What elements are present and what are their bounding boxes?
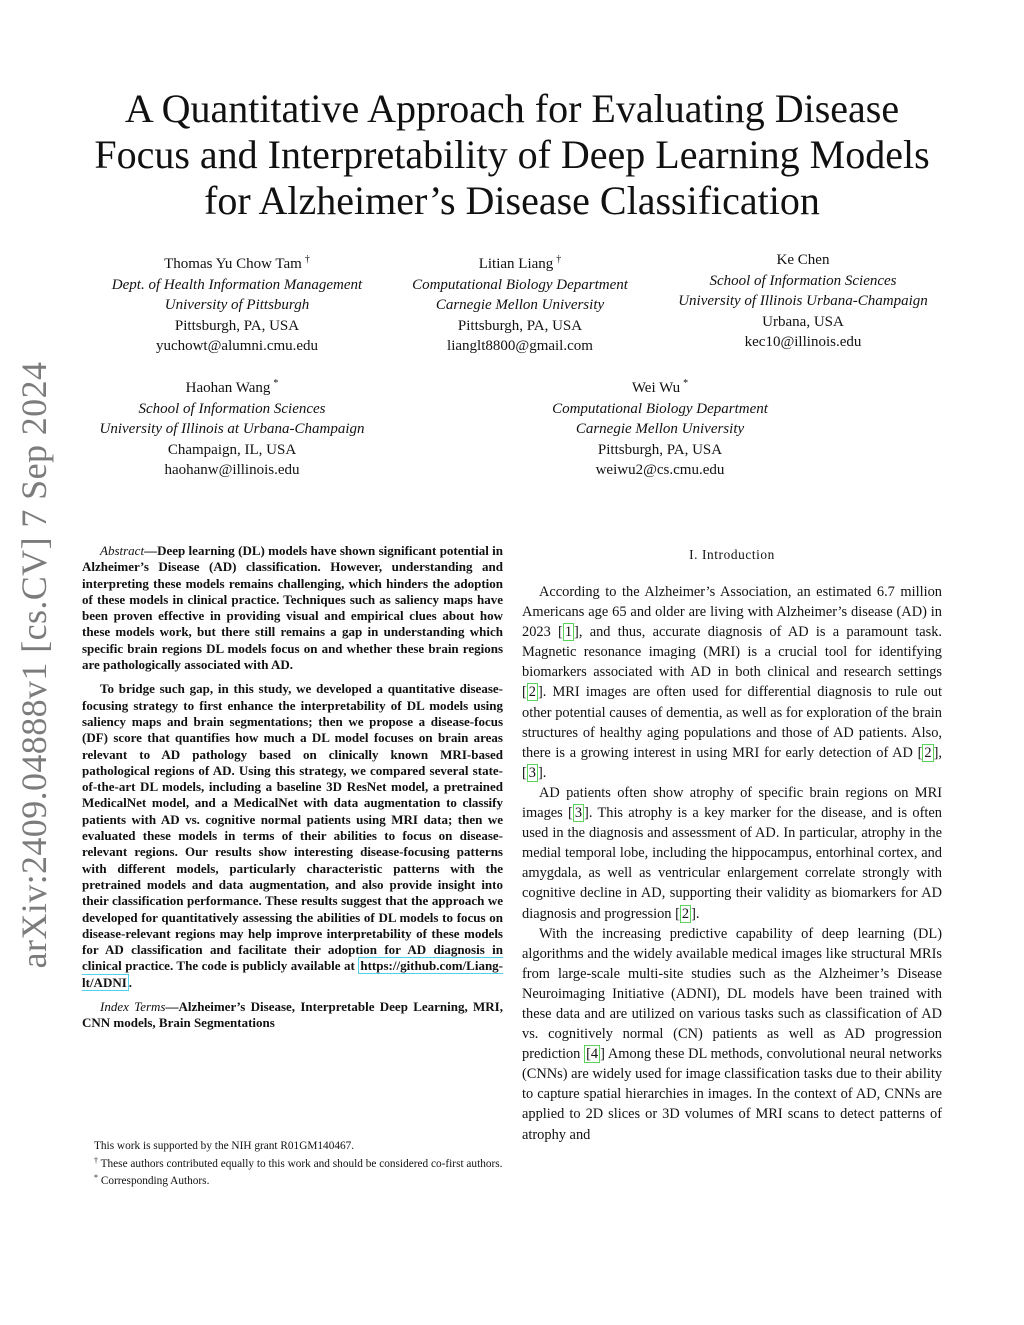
citation-link[interactable]: 2 [924, 744, 932, 761]
author-email: yuchowt@alumni.cmu.edu [155, 338, 319, 354]
author-email: haohanw@illinois.edu [164, 462, 300, 478]
abstract-paragraph: Abstract—Deep learning (DL) models have shown significant potential in Alzheimer’s Disease (AD) classification. However, understanding and interpreting these models remains challenging, which hinders the adoption of these models in clinical practice. Techniques such as saliency maps have been proven effective in providing visual and empirical clues about how these models work, but there still remains a gap in understanding which specific brain regions DL models focus on and whether these brain regions are pathologically associated with AD. [82, 543, 503, 673]
citation-link[interactable]: 1 [564, 624, 573, 641]
title-line: Focus and Interpretability of Deep Learning Models [94, 132, 930, 177]
intro-paragraph: According to the Alzheimer’s Association, an estimated 6.7 million Americans age 65 and older are living with Alzheimer’s disease (AD) in 2023 [ 1 ], and thus, accurate diagnosis of AD is a paramount task. Magnetic resonance imaging (MRI) is a crucial tool for identifying biomarkers associated with AD in both clinical and research settings [ 2 ]. MRI images are often used for differential diagnosis to rule out other potential causes of dementia, as well as for exploration of the brain structures of healthy aging populations and those of AD patients. Also, there is a growing interest in using MRI for early detection of AD [ 2 ], [ 3 ]. [522, 584, 942, 781]
citation-link[interactable]: 2 [528, 684, 536, 701]
intro-paragraph: AD patients often show atrophy of specific brain regions on MRI images [ 3 ]. This atrophy is a key marker for the disease, and is often used in the diagnosis and assessment of AD. In particular, atrophy in the medial temporal lobe, including the hippocampus, entorhinal cortex, and amygdala, as well as ventricular enlargement correlate strongly with cognitive decline in AD, supporting their validity as biomarkers for AD diagnosis and progression [ 2 ]. [522, 784, 942, 922]
title-line: for Alzheimer’s Disease Classification [204, 178, 820, 223]
citation-link[interactable]: 3 [574, 805, 583, 822]
author-institution: University of Illinois Urbana-Champaign [678, 293, 928, 309]
title-line: A Quantitative Approach for Evaluating Disease [124, 86, 900, 131]
author-email: weiwu2@cs.cmu.edu [595, 462, 725, 478]
author-department: School of Information Sciences [709, 272, 897, 289]
footnotes [82, 1139, 503, 1189]
author-department: Computational Biology Department [412, 276, 628, 293]
author-location: Champaign, IL, USA [167, 441, 297, 458]
author-name: Litian Liang † [478, 254, 562, 272]
github-link[interactable]: https://github.com/Liang-lt/ADNI [82, 958, 504, 990]
arxiv-side-stamp [6, 361, 62, 969]
index-terms-label: Index Terms [100, 999, 166, 1015]
citation-link[interactable]: [4 [586, 1046, 599, 1063]
intro-paragraph: With the increasing predictive capability of deep learning (DL) algorithms and the widely available medical images like structural MRIs from large-scale multi-site studies such as the Alzheimer’s Disease Neuroimaging Initiative (ADNI), DL models have been trained with these data and are utilized on various tasks such as classification of AD vs. cognitively normal (CN) patients as well as AD progression prediction [4 ] Among these DL methods, convolutional neural networks (CNNs) are widely used for image classification tasks due to their ability to capture spatial hierarchies in images. In the context of AD, CNNs are applied to 2D slices or 3D volumes of MRI scans to detect patterns of atrophy and [522, 925, 943, 1143]
author-block [380, 250, 660, 357]
citation-link[interactable]: 2 [681, 905, 690, 922]
author-institution: University of Pittsburgh [164, 297, 310, 313]
abstract-label: Abstract [100, 543, 145, 558]
author-block [72, 374, 392, 481]
author-department: Computational Biology Department [552, 400, 768, 417]
author-institution: Carnegie Mellon University [435, 297, 605, 313]
paper-title [60, 86, 964, 224]
index-terms: Index Terms—Alzheimer’s Disease, Interpretable Deep Learning, MRI, CNN models, Brain Segmentations [82, 999, 503, 1031]
author-name: Haohan Wang * [185, 378, 279, 396]
author-block [82, 250, 392, 357]
author-email: kec10@illinois.edu [744, 334, 862, 350]
footnote-corresponding: * Corresponding Authors. [94, 1173, 210, 1188]
author-location: Pittsburgh, PA, USA [457, 317, 583, 334]
author-department: Dept. of Health Information Management [111, 276, 363, 293]
author-name: Wei Wu * [631, 378, 689, 396]
author-block [510, 374, 810, 481]
author-institution: University of Illinois at Urbana-Champaign [99, 421, 365, 437]
author-block [648, 250, 958, 353]
citation-link[interactable]: 3 [528, 764, 536, 781]
author-location: Pittsburgh, PA, USA [597, 441, 723, 458]
section-heading: I. Introduction [689, 547, 775, 562]
footnote-co-first: † These authors contributed equally to this work and should be considered co-first authors. [94, 1155, 503, 1170]
arxiv-identifier: arXiv:2409.04888v1 [cs.CV] 7 Sep 2024 [14, 361, 54, 969]
abstract-section [82, 543, 503, 1032]
author-institution: Carnegie Mellon University [575, 421, 745, 437]
introduction-section [522, 545, 942, 1145]
author-location: Pittsburgh, PA, USA [174, 317, 300, 334]
author-name: Thomas Yu Chow Tam † [164, 254, 310, 272]
author-location: Urbana, USA [762, 313, 844, 330]
author-name: Ke Chen [776, 252, 830, 268]
author-email: lianglt8800@gmail.com [447, 338, 593, 354]
abstract-paragraph: To bridge such gap, in this study, we developed a quantitative disease-focusing strategy to first enhance the interpretability of DL models using saliency maps and brain segmentations; then we propose a disease-focus (DF) score that quantifies how much a DL model focuses on brain areas relevant to AD pathology based on clinically known MRI-based pathological regions of AD. Using this strategy, we compared several state-of-the-art DL models, including a baseline 3D ResNet model, a pretrained MedicalNet model, and a MedicalNet with data augmentation to classify patients with AD vs. cognitive normal patients using MRI data; then we evaluated these models in terms of their abilities to focus on disease-relevant regions. Our results show interesting disease-focusing patterns with different models, particularly characteristic patterns with the pretrained models and data augmentation, and also provide insight into their classification performance. These results suggest that the approach we developed for quantitatively assessing the abilities of DL models to focus on disease-relevant regions may help improve interpretability of these models for AD classification and facilitate their adoption for AD diagnosis in clinical practice. The code is publicly available at https://github.com/Liang-lt/ADNI . [82, 681, 504, 990]
author-department: School of Information Sciences [138, 400, 326, 417]
footnote-grant: This work is supported by the NIH grant R01GM140467. [94, 1140, 355, 1152]
